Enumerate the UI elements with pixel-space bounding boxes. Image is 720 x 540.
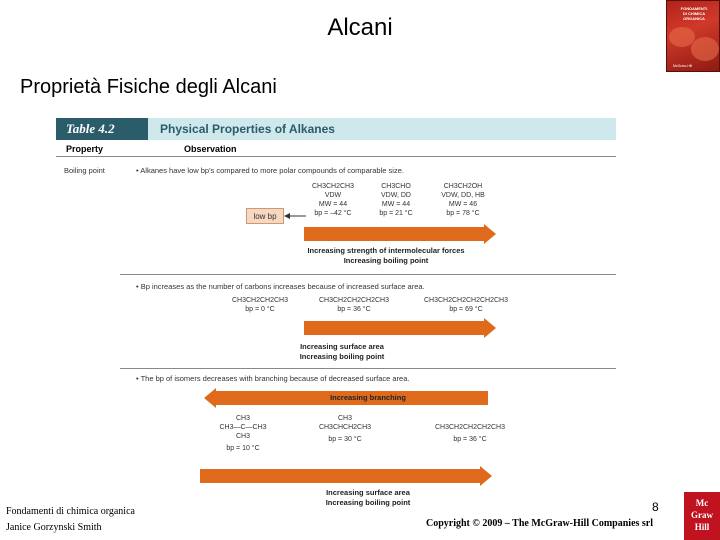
slide-subtitle: Proprietà Fisiche degli Alcani [20, 76, 277, 98]
compound-ethanol: CH3CH2OH VDW, DD, HB MW = 46 bp = 78 °C [441, 183, 485, 217]
footer-copyright: Copyright © 2009 – The McGraw-Hill Companies srl [426, 518, 654, 529]
row-divider-1 [120, 274, 616, 275]
footer-book-title: Fondamenti di chimica organica [6, 506, 135, 517]
book-cover-title: FONDAMENTI DI CHIMICA ORGANICA [680, 6, 708, 21]
low-bp-box: low bp [246, 208, 284, 224]
isomer-isopentane: CH3 CH3CHCH2CH3 bp = 30 °C [318, 415, 372, 443]
table-label: Table 4.2 [56, 118, 148, 140]
footer-author: Janice Gorzynski Smith [6, 522, 102, 533]
column-header-observation: Observation [184, 144, 237, 154]
observation-1: • Alkanes have low bp's compared to more polar compounds of comparable size. [136, 166, 404, 175]
compound-pentane: CH3CH2CH2CH2CH3 bp = 36 °C [318, 297, 390, 313]
column-header-property: Property [66, 144, 104, 154]
book-cover-image [666, 0, 720, 72]
observation-2: • Bp increases as the number of carbons increases because of increased surface area. [136, 282, 425, 291]
property-boiling-point: Boiling point [64, 166, 105, 175]
compound-acetaldehyde: CH3CHO VDW, DD MW = 44 bp = 21 °C [379, 183, 413, 217]
branching-label: Increasing branching [330, 393, 406, 402]
arrow-2-label: Increasing surface area Increasing boiling point [299, 342, 385, 361]
compound-butane: CH3CH2CH2CH3 bp = 0 °C [231, 297, 288, 313]
slide-title: Alcani [327, 14, 393, 41]
isomer-pentane: CH3CH2CH2CH2CH3 bp = 36 °C [434, 424, 506, 443]
compound-propane: CH3CH2CH3 VDW MW = 44 bp = –42 °C [311, 183, 354, 217]
mcgraw-hill-logo: Mc Graw Hill [684, 492, 720, 540]
header-divider [56, 156, 616, 157]
table-title: Physical Properties of Alkanes [160, 122, 335, 136]
arrow-surface-area-carbons [304, 318, 496, 338]
page-number: 8 [652, 500, 659, 514]
isomer-neopentane: CH3 CH3—C—CH3 CH3 bp = 10 °C [219, 415, 267, 452]
arrow-intermolecular-forces [304, 224, 496, 244]
low-bp-arrow [284, 209, 308, 223]
arrow-1-label: Increasing strength of intermolecular forces Increasing boiling point [307, 246, 465, 265]
arrow-surface-area-isomers [200, 466, 492, 486]
arrow-3-label: Increasing surface area Increasing boiling point [325, 488, 411, 507]
row-divider-2 [120, 368, 616, 369]
observation-3: • The bp of isomers decreases with branching because of decreased surface area. [136, 374, 410, 383]
book-cover-publisher: McGraw-Hill [673, 64, 693, 68]
compound-hexane: CH3CH2CH2CH2CH2CH3 bp = 69 °C [423, 297, 509, 313]
